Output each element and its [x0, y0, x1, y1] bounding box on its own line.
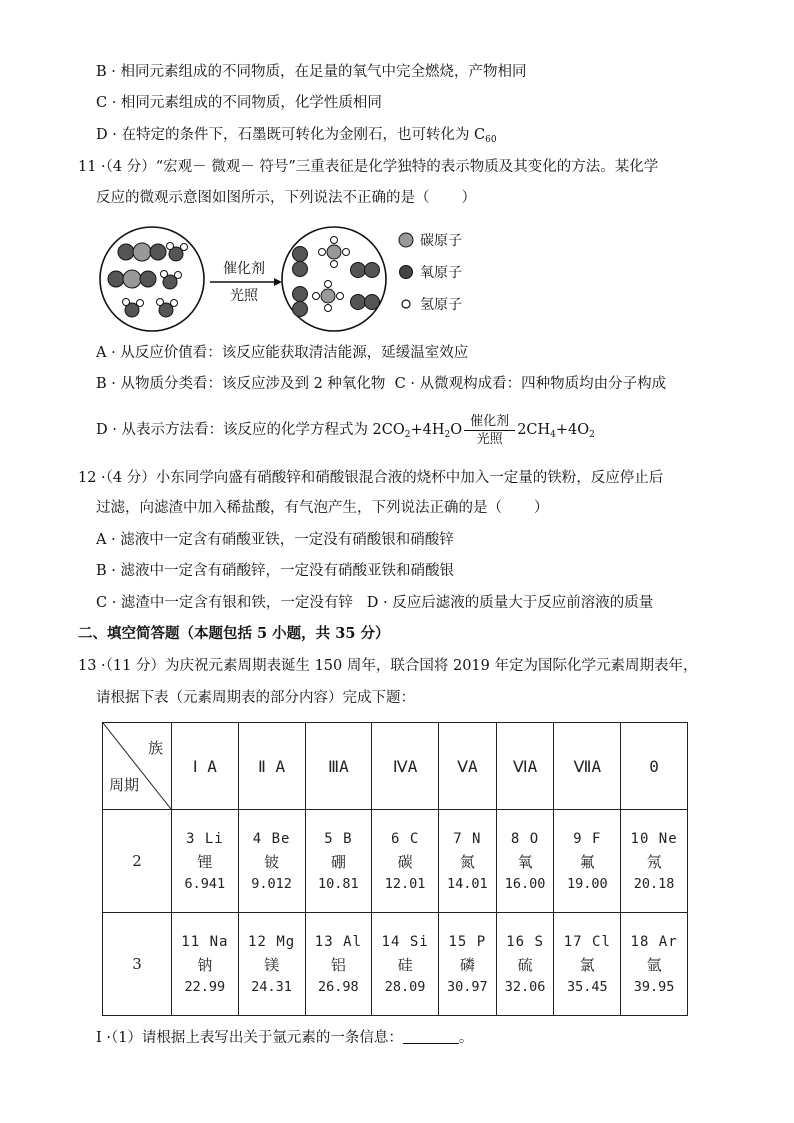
element-cell [172, 810, 239, 913]
element-name: 锂 [197, 852, 213, 871]
q11-stem-text: 反应的微观示意图如图所示，下列说法不正确的是（ [96, 190, 430, 206]
element-cell [305, 810, 372, 913]
element-mass: 26.98 [318, 978, 359, 995]
q10-option-d-text: D · 在特定的条件下，石墨既可转化为金刚石，也可转化为 C [96, 127, 486, 143]
q11-option-d-text: D · 从表示方法看：该反应的化学方程式为 2CO [96, 422, 405, 438]
element-name: 氩 [646, 955, 662, 974]
h2o-molecule [167, 243, 188, 262]
element-number-symbol: 8 O [510, 830, 540, 847]
eq-condition-bottom: 光照 [476, 431, 503, 447]
q12-option-a: A · 滤液中一定含有硝酸亚铁，一定没有硝酸银和硝酸锌 [96, 532, 454, 548]
table-row-period-3 [103, 913, 688, 1016]
o2-molecule [293, 247, 308, 277]
oxygen-atom-icon [398, 264, 414, 280]
q10-option-c: C · 相同元素组成的不同物质，化学性质相同 [96, 95, 382, 111]
element-name: 碳 [397, 852, 413, 871]
q13-stem-line1: 13 ·（11 分）为庆祝元素周期表诞生 150 周年，联合国将 2019 年定为国际化学元素周期表年， [78, 658, 698, 674]
element-number-symbol: 14 Si [381, 933, 429, 950]
table-corner [103, 723, 172, 810]
element-number-symbol: 10 Ne [630, 830, 678, 847]
element-cell [439, 810, 497, 913]
legend-hydrogen [398, 294, 462, 314]
element-number-symbol: 18 Ar [630, 933, 678, 950]
q13-sub-question-text: Ⅰ ·（1）请根据上表写出关于氩元素的一条信息： [96, 1030, 403, 1046]
answer-blank[interactable] [403, 1029, 459, 1044]
element-number-symbol: 15 P [448, 933, 487, 950]
element-mass: 6.941 [184, 875, 226, 892]
element-name: 钠 [197, 955, 213, 974]
hydrogen-atom-icon [398, 296, 414, 312]
corner-diagonal [103, 723, 171, 809]
corner-period-label: 周期 [109, 776, 140, 794]
group-header: Ⅰ A [172, 723, 239, 810]
element-name: 铝 [330, 955, 346, 974]
element-cell [372, 810, 439, 913]
element-number-symbol: 12 Mg [248, 933, 296, 950]
element-number-symbol: 6 C [390, 830, 420, 847]
equation-condition [464, 413, 515, 448]
element-cell [496, 810, 554, 913]
legend-carbon [398, 230, 462, 250]
period-label: 3 [103, 913, 172, 1016]
q11-paren-close: ） [461, 190, 476, 206]
element-cell [372, 913, 439, 1016]
element-number-symbol: 16 S [506, 933, 544, 950]
element-number-symbol: 13 Al [314, 933, 362, 950]
table-row-period-2 [103, 810, 688, 913]
q13-sub-question-end: 。 [458, 1030, 474, 1046]
element-cell [172, 913, 239, 1016]
element-mass: 28.09 [384, 978, 426, 995]
h2o-molecule [161, 271, 182, 290]
element-cell [496, 913, 554, 1016]
group-header: ⅥA [496, 723, 554, 810]
q13-sub-question [96, 1028, 473, 1048]
element-number-symbol: 7 N [453, 830, 482, 847]
element-name: 氧 [517, 852, 533, 871]
group-header: ⅢA [305, 723, 372, 810]
q12-paren-close: ） [534, 500, 549, 516]
q12-option-d: D · 反应后滤液的质量大于反应前溶液的质量 [366, 595, 654, 611]
q11-option-b-c [96, 374, 666, 394]
q11-option-b: B · 从物质分类看：该反应涉及到 2 种氧化物 [96, 376, 386, 392]
q12-stem-line1: 12 ·（4 分）小东同学向盛有硝酸锌和硝酸银混合液的烧杯中加入一定量的铁粉，反应停止后 [78, 470, 664, 486]
legend-oxygen-label: 氧原子 [420, 265, 462, 281]
element-name: 氟 [579, 852, 595, 871]
table-header-row [103, 723, 688, 810]
q12-stem-text: 过滤，向滤渣中加入稀盐酸，有气泡产生，下列说法正确的是（ [96, 500, 502, 516]
eq-condition-top: 催化剂 [464, 413, 515, 431]
element-name: 氖 [646, 852, 662, 871]
element-cell [439, 913, 497, 1016]
element-name: 铍 [264, 852, 280, 871]
q11-stem-line2 [96, 188, 476, 208]
group-header: 0 [621, 723, 688, 810]
h2o-molecule [157, 299, 178, 318]
q12-option-c: C · 滤渣中一定含有银和铁，一定没有锌 [96, 595, 353, 611]
element-mass: 22.99 [184, 978, 226, 995]
element-cell [305, 913, 372, 1016]
element-number-symbol: 17 Cl [563, 933, 611, 950]
q10-option-d [96, 125, 497, 150]
arrow-condition-bottom: 光照 [230, 288, 258, 304]
element-mass: 9.012 [251, 875, 292, 892]
element-mass: 35.45 [566, 978, 608, 995]
group-header: ⅦA [554, 723, 621, 810]
group-header: ⅤA [439, 723, 497, 810]
q13-stem-line2: 请根据下表（元素周期表的部分内容）完成下题： [96, 690, 415, 706]
element-mass: 39.95 [633, 978, 675, 995]
element-name: 氯 [579, 955, 595, 974]
group-header: Ⅱ A [238, 723, 305, 810]
element-cell [554, 913, 621, 1016]
legend-hydrogen-label: 氢原子 [420, 297, 462, 313]
element-number-symbol: 11 Na [181, 933, 229, 950]
element-name: 氮 [459, 852, 475, 871]
element-number-symbol: 9 F [573, 830, 602, 847]
element-cell [238, 913, 305, 1016]
element-mass: 32.06 [504, 978, 546, 995]
element-number-symbol: 5 B [324, 830, 353, 847]
element-mass: 14.01 [447, 875, 488, 892]
co2-molecule [108, 270, 156, 288]
element-cell [554, 810, 621, 913]
h2o-molecule [123, 299, 144, 318]
q12-stem-line2 [96, 498, 549, 518]
element-name: 镁 [264, 955, 280, 974]
element-mass: 16.00 [504, 875, 546, 892]
element-mass: 24.31 [251, 978, 292, 995]
q10-option-d-subscript: 60 [485, 135, 497, 145]
element-cell [621, 810, 688, 913]
q11-option-c: C · 从微观构成看：四种物质均由分子构成 [394, 376, 667, 392]
element-mass: 12.01 [384, 875, 426, 892]
reaction-arrowhead [274, 278, 282, 286]
period-label: 2 [103, 810, 172, 913]
q12-option-b: B · 滤液中一定含有硝酸锌，一定没有硝酸亚铁和硝酸银 [96, 563, 454, 579]
legend-carbon-label: 碳原子 [420, 233, 462, 249]
q11-option-a: A · 从反应价值看：该反应能获取清洁能源，延缓温室效应 [96, 345, 469, 361]
o2-molecule [351, 295, 380, 310]
co2-molecule [118, 243, 166, 261]
element-cell [238, 810, 305, 913]
element-name: 硅 [397, 955, 413, 974]
element-name: 硫 [517, 955, 533, 974]
q12-option-c-d [96, 593, 653, 613]
element-number-symbol: 3 Li [186, 830, 224, 847]
element-name: 硼 [330, 852, 346, 871]
section2-heading: 二、填空简答题（本题包括 5 小题，共 35 分） [78, 625, 390, 642]
o2-molecule [351, 263, 380, 278]
o2-molecule [293, 287, 308, 317]
legend-oxygen [398, 262, 462, 282]
element-mass: 19.00 [566, 875, 608, 892]
element-name: 磷 [459, 955, 475, 974]
periodic-table [102, 722, 688, 1016]
carbon-atom-icon [398, 232, 414, 248]
element-cell [621, 913, 688, 1016]
q11-stem-line1: 11 ·（4 分）“宏观－ 微观－ 符号”三重表征是化学独特的表示物质及其变化的方法。某化学 [78, 159, 659, 175]
group-header: ⅣA [372, 723, 439, 810]
arrow-condition-top: 催化剂 [223, 261, 265, 277]
q11-option-d: D · 从表示方法看：该反应的化学方程式为 $2CO_2+4H_2O$ $\frac{\text{催化剂}}{\text{光照}}$ $2CH_4+4O_2$ [96, 413, 595, 447]
ch4-molecule [313, 281, 344, 312]
element-mass: 30.97 [447, 978, 488, 995]
q10-option-b: B · 相同元素组成的不同物质，在足量的氧气中完全燃烧，产物相同 [96, 64, 527, 80]
element-number-symbol: 4 Be [252, 830, 291, 847]
ch4-molecule [319, 237, 350, 268]
element-mass: 20.18 [633, 875, 675, 892]
corner-group-label: 族 [147, 739, 163, 757]
element-mass: 10.81 [318, 875, 359, 892]
